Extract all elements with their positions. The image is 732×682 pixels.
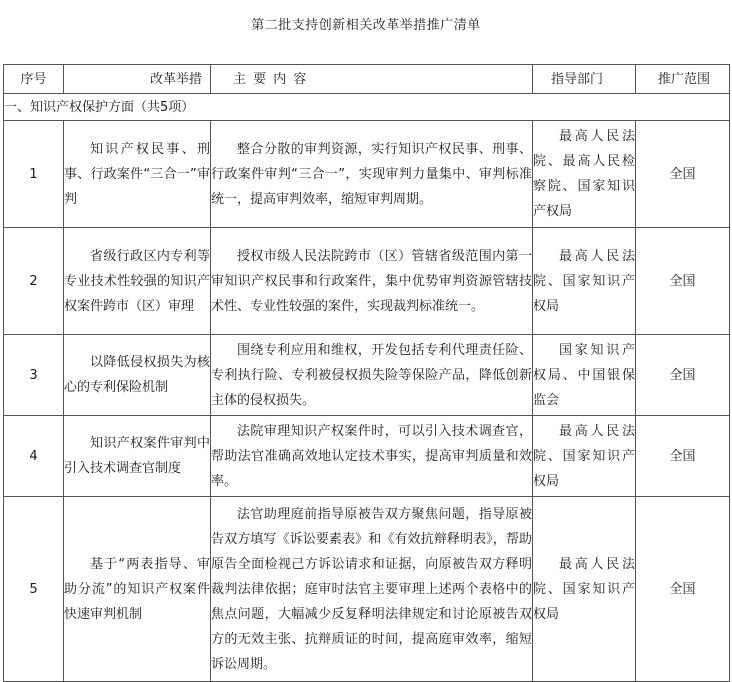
row-content: 法官助理庭前指导原被告双方聚焦问题，指导原被告双方填写《诉讼要素表》和《有效抗辩释明表》，帮助原告全面检视己方诉讼请求和证据，向原被告双方释明裁判法律依据；庭审时法官主要审理上述两个表格中的焦点问题，大幅减少反复释明法律规定和讨论原被告双方的无效主张、抗辩质证的时间，提高庭审效率，缩短诉讼周期。 — [211, 497, 533, 682]
row-measure: 以降低侵权损失为核心的专利保险机制 — [64, 335, 211, 416]
table-row — [4, 121, 730, 228]
row-measure: 省级行政区内专利等专业技术性较强的知识产权案件跨市（区）审理 — [64, 228, 211, 335]
row-dept: 国家知识产权局、中国银保监会 — [533, 335, 636, 416]
row-num: 1 — [4, 121, 64, 228]
reform-measures-table — [3, 64, 730, 682]
row-scope: 全国 — [636, 335, 730, 416]
table-row — [4, 416, 730, 497]
row-measure: 基于“两表指导、审助分流”的知识产权案件快速审判机制 — [64, 497, 211, 682]
table-header-row — [4, 65, 730, 94]
row-scope: 全国 — [636, 416, 730, 497]
row-dept: 最高人民法院、最高人民检察院、国家知识产权局 — [533, 121, 636, 228]
header-num: 序号 — [4, 65, 64, 94]
row-content: 围绕专利应用和维权，开发包括专利代理责任险、专利执行险、专利被侵权损失险等保险产品，降低创新主体的侵权损失。 — [211, 335, 533, 416]
row-scope: 全国 — [636, 121, 730, 228]
row-content: 整合分散的审判资源，实行知识产权民事、刑事、行政案件审判“三合一”，实现审判力量集中、审判标准统一，提高审判效率，缩短审判周期。 — [211, 121, 533, 228]
row-num: 4 — [4, 416, 64, 497]
header-scope: 推广范围 — [636, 65, 730, 94]
section-title: 一、知识产权保护方面（共5项） — [4, 94, 730, 121]
header-dept: 指导部门 — [533, 65, 636, 94]
row-scope: 全国 — [636, 228, 730, 335]
row-num: 3 — [4, 335, 64, 416]
header-content: 主 要 内 容 — [211, 65, 533, 94]
document-title: 第二批支持创新相关改革举措推广清单 — [251, 18, 481, 33]
row-scope: 全国 — [636, 497, 730, 682]
row-content: 法院审理知识产权案件时，可以引入技术调查官，帮助法官准确高效地认定技术事实，提高审判质量和效率。 — [211, 416, 533, 497]
section-row — [4, 94, 730, 121]
table-row — [4, 497, 730, 682]
row-measure: 知识产权民事、刑事、行政案件“三合一”审判 — [64, 121, 211, 228]
table-row — [4, 228, 730, 335]
row-measure: 知识产权案件审判中引入技术调查官制度 — [64, 416, 211, 497]
row-dept: 最高人民法院、国家知识产权局 — [533, 416, 636, 497]
table-row — [4, 335, 730, 416]
row-num: 2 — [4, 228, 64, 335]
row-dept: 最高人民法院、国家知识产权局 — [533, 497, 636, 682]
row-dept: 最高人民法院、国家知识产权局 — [533, 228, 636, 335]
header-measure: 改革举措 — [64, 65, 211, 94]
row-content: 授权市级人民法院跨市（区）管辖省级范围内第一审知识产权民事和行政案件，集中优势审判资源管辖技术性、专业性较强的案件，实现裁判标准统一。 — [211, 228, 533, 335]
row-num: 5 — [4, 497, 64, 682]
